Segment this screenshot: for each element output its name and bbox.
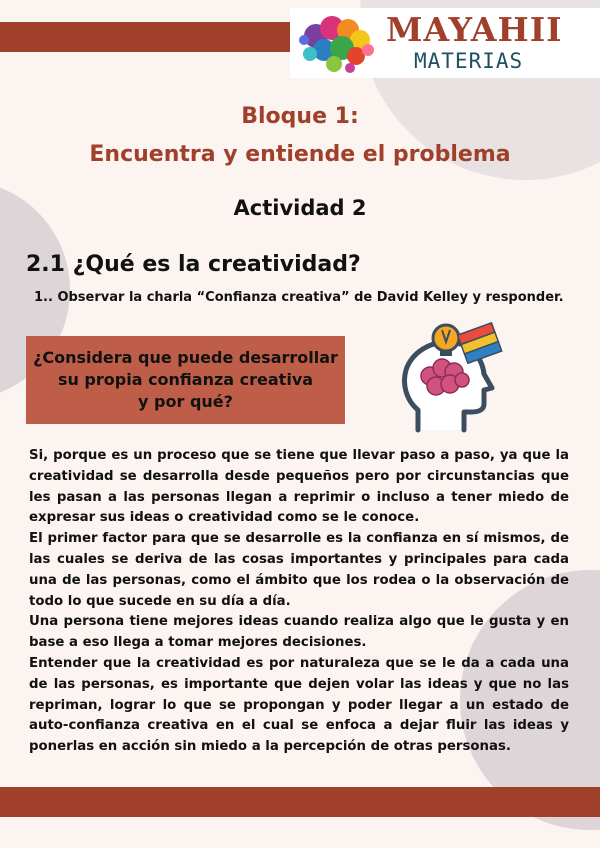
- activity-title: Actividad 2: [233, 196, 367, 220]
- answer-paragraph: Una persona tiene mejores ideas cuando realiza algo que le gusta y en base a eso llega a tomar mejores decisiones.: [29, 614, 569, 651]
- answer-paragraph: Entender que la creatividad es por naturaleza que se le da a cada una de las personas, es importante que dejen volar las ideas y que no las repriman, lograr lo que se propongan y poder llegar a un estado de auto-confianza creativa en el cual se enfoca a dejar fluir las ideas y ponerlas en acción sin miedo a la percepción de otras personas.: [29, 655, 569, 755]
- logo: [290, 8, 600, 78]
- answer-paragraph: El primer factor para que se desarrolle es la confianza en sí mismos, de las cuales se deriva de las cosas importantes y principales para cada una de las personas, como el ámbito que los rodea o la observación de todo lo que sucede en su día a día.: [29, 531, 569, 609]
- question-line: y por qué?: [138, 392, 233, 411]
- logo-title: MAYAHII: [386, 10, 563, 49]
- instruction-text: 1.. Observar la charla “Confianza creativa” de David Kelley y responder.: [34, 290, 564, 305]
- question-line: ¿Considera que puede desarrollar: [33, 348, 338, 367]
- section-title: 2.1 ¿Qué es la creatividad?: [26, 252, 361, 277]
- colorful-brain-icon: [294, 10, 380, 76]
- head-brain-lightbulb-icon: [400, 318, 505, 436]
- answer-paragraph: Si, porque es un proceso que se tiene que llevar paso a paso, ya que la creatividad se desarrolla desde pequeños pero por circunstancias que les pasan a las personas llegan a reprimir o incluso a tener miedo de expresar sus ideas o creatividad como se le conoce.: [29, 448, 569, 526]
- question-box: [26, 336, 345, 424]
- answer-text: [29, 446, 569, 758]
- block-label: Bloque 1:: [241, 104, 359, 129]
- question-line: su propia confianza creativa: [57, 370, 314, 389]
- block-title: Encuentra y entiende el problema: [89, 142, 511, 167]
- logo-subtitle: MATERIAS: [414, 49, 524, 73]
- bottom-accent-bar: [0, 787, 600, 817]
- top-accent-bar: [0, 22, 290, 52]
